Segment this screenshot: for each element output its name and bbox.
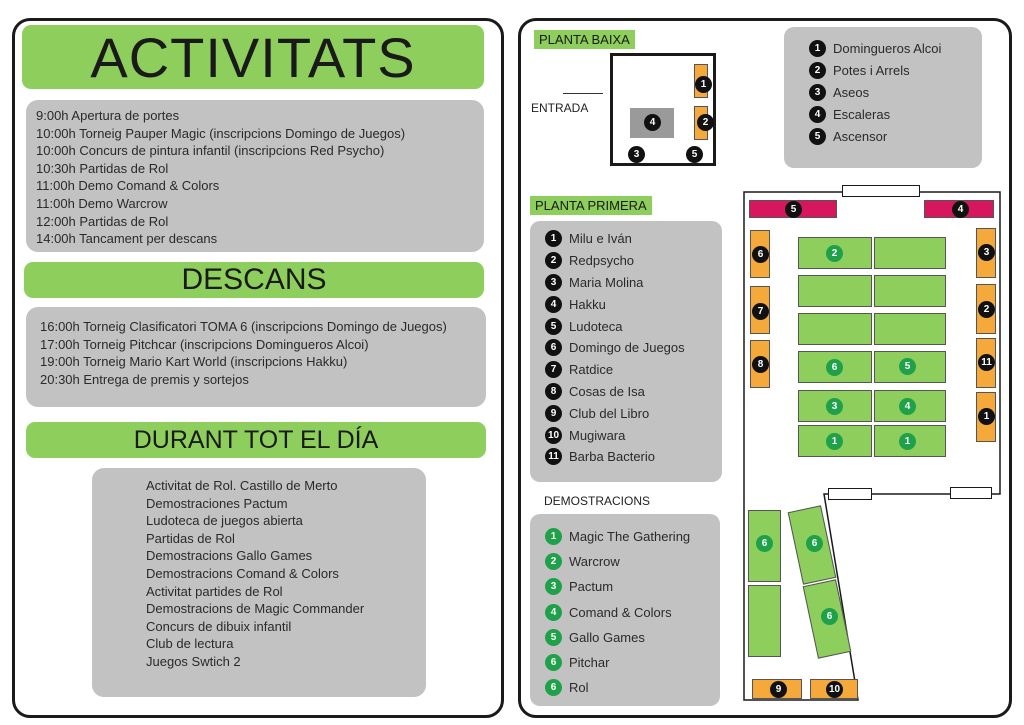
schedule-item: 10:30h Partidas de Rol xyxy=(36,160,169,176)
legend-number: 1 xyxy=(809,40,826,57)
legend-number: 5 xyxy=(545,629,562,646)
legend-label: Potes i Arrels xyxy=(833,63,910,79)
legend-label: Milu e Iván xyxy=(569,231,632,247)
allday-item: Demostracions Gallo Games xyxy=(146,548,313,564)
door-top xyxy=(842,185,920,197)
legend-number: 1 xyxy=(545,230,562,247)
legend-label: Mugiwara xyxy=(569,427,626,443)
allday-item: Activitat de Rol. Castillo de Merto xyxy=(146,478,338,493)
demo-table xyxy=(798,313,872,345)
allday-item: Concurs de dibuix infantil xyxy=(146,618,292,634)
legend-label: Redpsycho xyxy=(569,253,635,269)
legend-number: 5 xyxy=(545,318,562,335)
marker-demo-2: 2 xyxy=(826,245,843,262)
legend-label: Domingueros Alcoi xyxy=(833,41,942,57)
legend-number: 4 xyxy=(545,604,562,621)
marker-stall-9: 9 xyxy=(770,681,787,698)
legend-label: Pitchar xyxy=(569,655,610,671)
legend-label: Ratdice xyxy=(569,362,614,378)
marker-demo-5: 5 xyxy=(899,358,916,375)
legend-number: 4 xyxy=(809,106,826,123)
allday-item: Juegos Swtich 2 xyxy=(146,653,241,669)
allday-item: Demostracions Comand & Colors xyxy=(146,565,339,581)
legend-label: Warcrow xyxy=(569,554,620,570)
marker-baixa-4: 4 xyxy=(644,114,661,131)
legend-number: 6 xyxy=(545,679,562,696)
legend-number: 9 xyxy=(545,405,562,422)
entrada-label: ENTRADA xyxy=(531,101,589,115)
legend-number: 3 xyxy=(809,84,826,101)
rol-table xyxy=(748,585,781,657)
legend-number: 2 xyxy=(809,62,826,79)
legend-label: Aseos xyxy=(833,84,870,100)
legend-label: Domingo de Juegos xyxy=(569,340,685,356)
marker-stall-8: 8 xyxy=(752,356,769,373)
allday-item: Club de lectura xyxy=(146,636,234,652)
legend-label: Ludoteca xyxy=(569,318,623,334)
legend-label: Club del Libro xyxy=(569,405,650,421)
legend-number: 8 xyxy=(545,383,562,400)
marker-baixa-5: 5 xyxy=(686,146,703,163)
legend-label: Barba Bacterio xyxy=(569,449,655,465)
marker-stall-6: 6 xyxy=(752,246,769,263)
marker-stall-10: 10 xyxy=(826,681,843,698)
marker-baixa-1: 1 xyxy=(695,76,712,93)
schedule-item: 12:00h Partidas de Rol xyxy=(36,213,169,229)
legend-number: 2 xyxy=(545,252,562,269)
marker-stall-7: 7 xyxy=(752,303,769,320)
schedule-item: 10:00h Concurs de pintura infantil (inscripcions Red Psycho) xyxy=(36,143,385,159)
legend-number: 7 xyxy=(545,361,562,378)
schedule-item: 11:00h Demo Comand & Colors xyxy=(36,178,220,194)
allday-item: Demostracions de Magic Commander xyxy=(146,601,365,617)
marker-primera-5: 5 xyxy=(785,201,802,218)
marker-pitchar-6a: 6 xyxy=(806,535,823,552)
legend-label: Hakku xyxy=(569,296,606,312)
marker-demo-1a: 1 xyxy=(826,433,843,450)
marker-rol-6: 6 xyxy=(756,535,773,552)
legend-number: 5 xyxy=(809,128,826,145)
marker-demo-6: 6 xyxy=(826,359,843,376)
demo-table xyxy=(874,313,946,345)
marker-primera-4: 4 xyxy=(952,201,969,218)
marker-demo-3: 3 xyxy=(826,398,843,415)
allday-title: DURANT TOT EL DÍA xyxy=(26,422,486,458)
legend-number: 6 xyxy=(545,339,562,356)
allday-item: Ludoteca de juegos abierta xyxy=(146,513,303,529)
allday-item: Demostraciones Pactum xyxy=(146,495,288,511)
marker-stall-3: 3 xyxy=(978,244,995,261)
legend-label: Pactum xyxy=(569,579,614,595)
planta-baixa-label: PLANTA BAIXA xyxy=(534,30,635,49)
legend-number: 11 xyxy=(545,448,562,465)
legend-number: 4 xyxy=(545,296,562,313)
legend-label: Escaleras xyxy=(833,106,891,122)
legend-number: 1 xyxy=(545,528,562,545)
marker-demo-4: 4 xyxy=(899,398,916,415)
schedule-item: 9:00h Apertura de portes xyxy=(36,108,180,123)
door-bottom-right xyxy=(950,487,992,499)
legend-label: Maria Molina xyxy=(569,274,644,290)
activitats-title: ACTIVITATS xyxy=(22,25,484,89)
legend-label: Magic The Gathering xyxy=(569,529,691,545)
demostracions-label: DEMOSTRACIONS xyxy=(544,494,651,508)
marker-baixa-2: 2 xyxy=(697,114,714,131)
schedule-item: 17:00h Torneig Pitchcar (inscripcions Domingueros Alcoi) xyxy=(40,336,369,352)
marker-baixa-3: 3 xyxy=(628,146,645,163)
legend-label: Rol xyxy=(569,680,589,696)
legend-number: 6 xyxy=(545,654,562,671)
legend-label: Comand & Colors xyxy=(569,604,672,620)
marker-stall-1: 1 xyxy=(978,408,995,425)
schedule-item: 14:00h Tancament per descans xyxy=(36,231,218,247)
demo-table xyxy=(874,237,946,269)
planta-primera-label: PLANTA PRIMERA xyxy=(530,196,652,215)
allday-item: Activitat partides de Rol xyxy=(146,583,283,599)
marker-stall-11: 11 xyxy=(978,354,995,371)
legend-label: Gallo Games xyxy=(569,629,645,645)
allday-item: Partidas de Rol xyxy=(146,530,235,546)
demo-table xyxy=(798,275,872,307)
schedule-item: 19:00h Torneig Mario Kart World (inscripcions Hakku) xyxy=(40,354,348,370)
descans-title: DESCANS xyxy=(24,262,484,298)
legend-number: 2 xyxy=(545,553,562,570)
legend-label: Cosas de Isa xyxy=(569,383,645,399)
marker-stall-2: 2 xyxy=(978,301,995,318)
marker-pitchar-6b: 6 xyxy=(821,608,838,625)
legend-label: Ascensor xyxy=(833,128,888,144)
door-bottom-left xyxy=(828,488,872,500)
legend-number: 3 xyxy=(545,274,562,291)
schedule-item: 16:00h Torneig Clasificatori TOMA 6 (inscripcions Domingo de Juegos) xyxy=(40,319,447,334)
marker-demo-1b: 1 xyxy=(899,433,916,450)
schedule-item: 10:00h Torneig Pauper Magic (inscripcions Domingo de Juegos) xyxy=(36,125,406,141)
demo-table xyxy=(874,275,946,307)
schedule-item: 11:00h Demo Warcrow xyxy=(36,195,168,211)
legend-number: 10 xyxy=(545,427,562,444)
schedule-item: 20:30h Entrega de premis y sortejos xyxy=(40,371,249,387)
legend-number: 3 xyxy=(545,578,562,595)
